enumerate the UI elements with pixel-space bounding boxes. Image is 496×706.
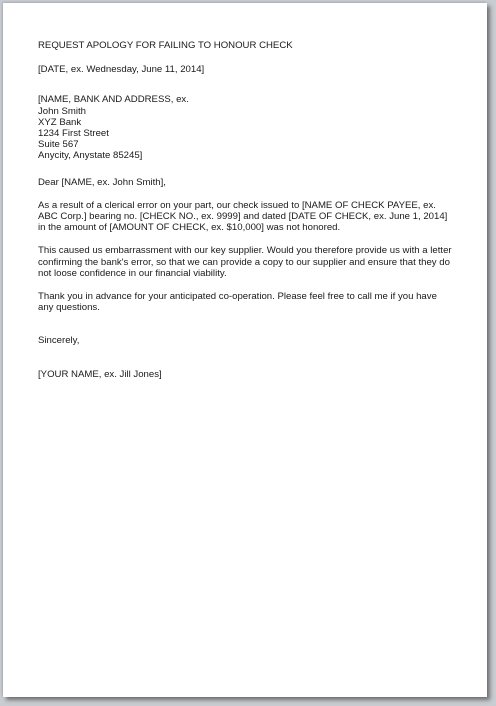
recipient-address xyxy=(38,94,468,161)
paragraph-line: in the amount of [AMOUNT OF CHECK, ex. $10,000] was not honored. xyxy=(38,222,341,234)
address-line: Anycity, Anystate 85245] xyxy=(38,150,143,162)
document-page xyxy=(3,3,487,697)
paragraph-line: not loose confidence in our financial viability. xyxy=(38,267,227,279)
address-line: John Smith xyxy=(38,105,86,117)
paragraph-line: Thank you in advance for your anticipated co-operation. Please feel free to call me if you have xyxy=(38,291,437,303)
paragraph-2 xyxy=(38,245,468,279)
paragraph-line: As a result of a clerical error on your part, our check issued to [NAME OF CHECK PAYEE, ex. xyxy=(38,199,436,211)
paragraph-1 xyxy=(38,200,468,234)
paragraph-3 xyxy=(38,291,468,313)
address-line: Suite 567 xyxy=(38,139,79,151)
address-line: XYZ Bank xyxy=(38,116,82,128)
paragraph-line: any questions. xyxy=(38,302,100,314)
address-line: [NAME, BANK AND ADDRESS, ex. xyxy=(38,94,189,106)
letter-body xyxy=(38,40,468,380)
paragraph-line: confirming the bank's error, so that we can provide a copy to our supplier and ensure that they do xyxy=(38,256,450,268)
paragraph-line: ABC Corp.] bearing no. [CHECK NO., ex. 9999] and dated [DATE OF CHECK, ex. June 1, 2014] xyxy=(38,211,448,223)
closing: Sincerely, xyxy=(38,335,80,347)
salutation: Dear [NAME, ex. John Smith], xyxy=(38,176,166,188)
letter-date: [DATE, ex. Wednesday, June 11, 2014] xyxy=(38,64,205,76)
paragraph-line: This caused us embarrassment with our key supplier. Would you therefore provide us with a letter xyxy=(38,245,452,257)
signature: [YOUR NAME, ex. Jill Jones] xyxy=(38,368,162,380)
address-line: 1234 First Street xyxy=(38,128,109,140)
letter-title: REQUEST APOLOGY FOR FAILING TO HONOUR CHECK xyxy=(38,40,293,51)
